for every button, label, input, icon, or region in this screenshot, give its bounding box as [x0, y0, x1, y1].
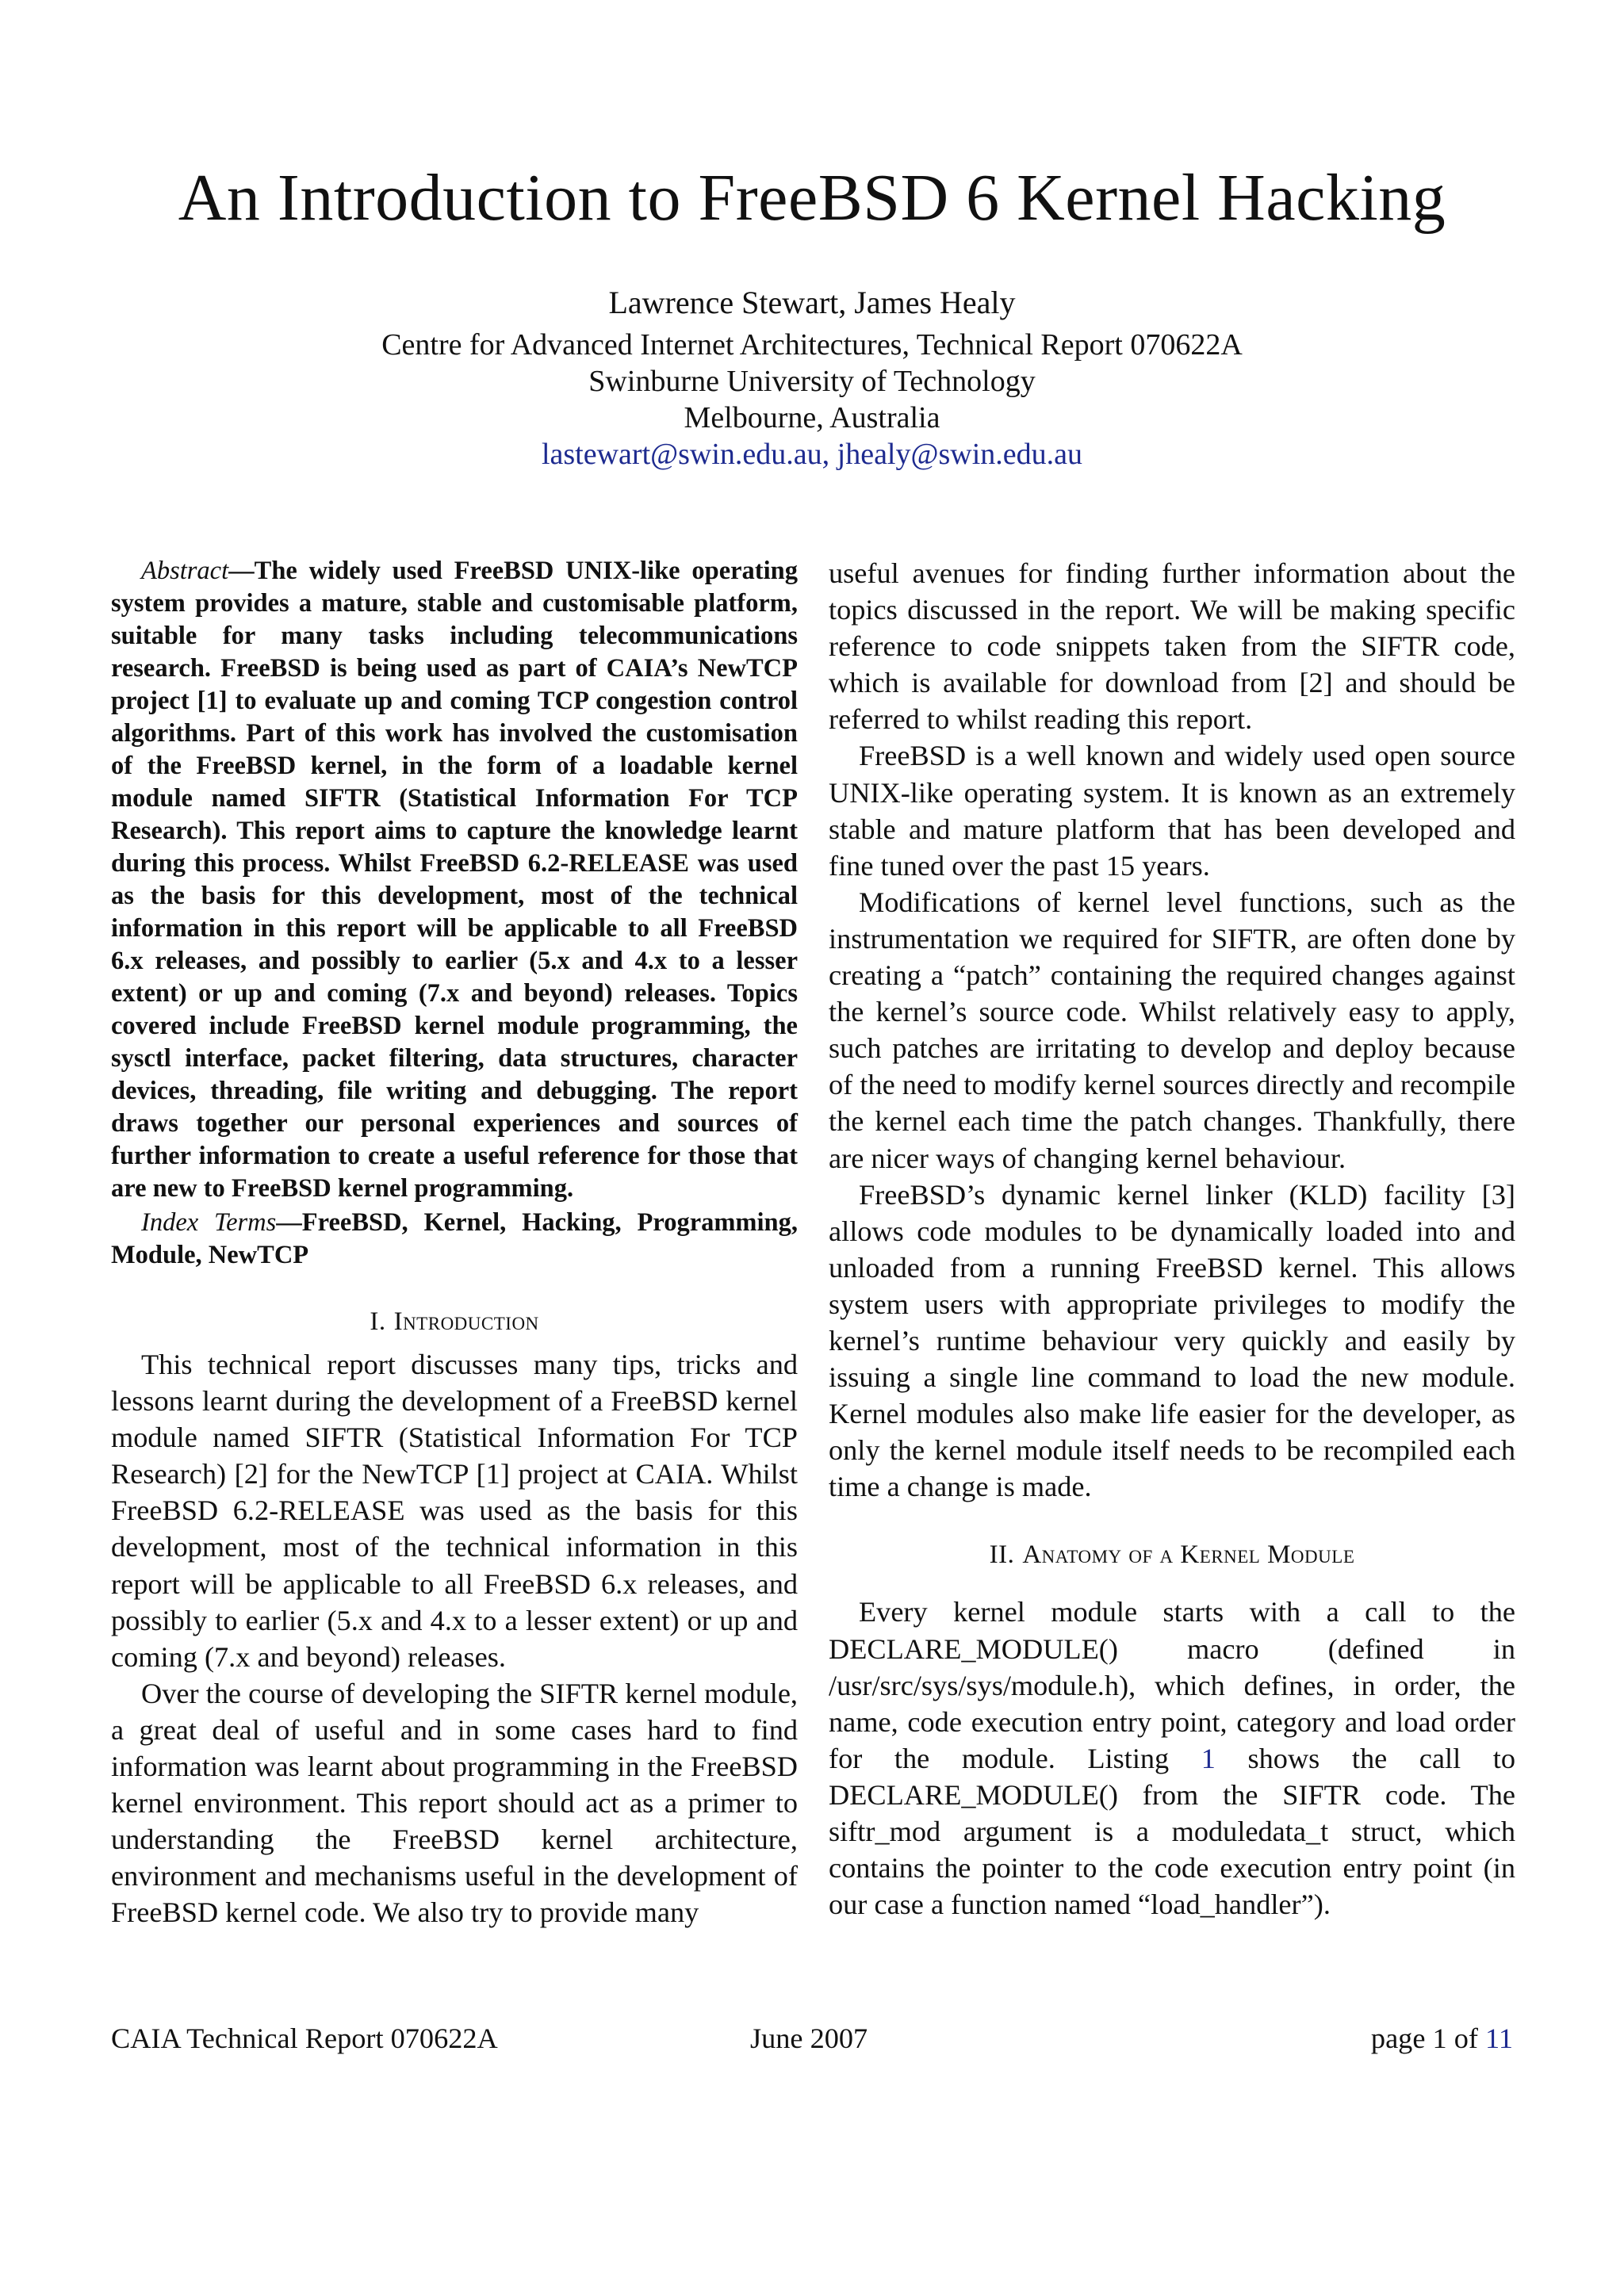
index-terms-lead: Index Terms: [141, 1208, 277, 1237]
footer-page-number: [1371, 2020, 1513, 2057]
intro-paragraph-3: FreeBSD is a well known and widely used open source UNIX-like operating system. It is known as an extremely stable and mature platform that has been developed and fine tuned over the past 15 years.: [829, 740, 1515, 882]
email-link-2[interactable]: jhealy@swin.edu.au: [837, 438, 1083, 471]
affiliation-line-2: Swinburne University of Technology: [588, 365, 1036, 398]
index-terms: [111, 1207, 798, 1272]
abstract-lead: Abstract: [141, 557, 229, 585]
section-number: I.: [370, 1307, 386, 1336]
intro-paragraph-2-continued: useful avenues for finding further information about the topics discussed in the report. We will be making specific reference to code snippets taken from the SIFTR code, which is available for download from [2] and should be referred to whilst reading this report.: [829, 557, 1515, 736]
left-column: [111, 555, 798, 1931]
section-heading-anatomy: [829, 1536, 1515, 1573]
author-emails: [0, 436, 1624, 473]
index-terms-text: —FreeBSD, Kernel, Hacking, Programming, Module, NewTCP: [111, 1208, 798, 1269]
affiliation-line-1: Centre for Advanced Internet Architectures, Technical Report 070622A: [381, 328, 1243, 362]
abstract-text: —The widely used FreeBSD UNIX-like operating system provides a mature, stable and customisable platform, suitable for many tasks including telecommunications research. FreeBSD is being used as part of CAIA’s NewTCP project [1] to evaluate up and coming TCP congestion control algorithms. Part of this work has involved the customisation of the FreeBSD kernel, in the form of a loadable kernel module named SIFTR (Statistical Information For TCP Research). This report aims to capture the knowledge learnt during this process. Whilst FreeBSD 6.2-RELEASE was used as the basis for this development, most of the technical information in this report will be applicable to all FreeBSD 6.x releases, and possibly to earlier (5.x and 4.x to a lesser extent) or up and coming (7.x and beyond) releases. Topics covered include FreeBSD kernel module programming, the sysctl interface, packet filtering, data structures, character devices, threading, file writing and debugging. The report draws together our personal experiences and sources of further information to create a useful reference for those that are new to FreeBSD kernel programming.: [111, 557, 798, 1203]
paper-title: An Introduction to FreeBSD 6 Kernel Hacking: [178, 161, 1446, 235]
total-pages-link[interactable]: 11: [1485, 2022, 1513, 2054]
section-heading-introduction: [111, 1303, 798, 1340]
anatomy-paragraph-1: [829, 1594, 1515, 1923]
intro-paragraph-5: FreeBSD’s dynamic kernel linker (KLD) facility [3] allows code modules to be dynamically loaded into and unloaded from a running FreeBSD kernel. This allows system users with appropriate privileges to modify the kernel’s runtime behaviour very quickly and easily by issuing a single line command to load the new module. Kernel modules also make life easier for the developer, as only the kernel module itself needs to be recompiled each time a change is made.: [829, 1178, 1515, 1503]
intro-paragraph-4: Modifications of kernel level functions, such as the instrumentation we required for SIFTR, are often done by creating a “patch” containing the required changes against the kernel’s source code. Whilst relatively easy to apply, such patches are irritating to develop and deploy because of the need to modify kernel sources directly and recompile the kernel each time the patch changes. Thankfully, there are nicer ways of changing kernel behaviour.: [829, 886, 1515, 1174]
anatomy-text-a: Every kernel module starts with a call to the DECLARE_MODULE() macro (defined in /usr/src/sys/sys/module.h), which defines, in order, the name, code execution entry point, category and load order for the module. Listing: [829, 1596, 1515, 1774]
anatomy-text-b: shows the call to DECLARE_MODULE() from the SIFTR code. The siftr_mod argument is a moduledata_t struct, which contains the pointer to the code execution entry point (in our case a function named “load_handler”).: [829, 1742, 1515, 1921]
affiliation-line-3: Melbourne, Australia: [684, 401, 940, 434]
email-link-1[interactable]: lastewart@swin.edu.au: [541, 438, 822, 471]
intro-paragraph-2: Over the course of developing the SIFTR kernel module, a great deal of useful and in some cases hard to find information was learnt about programming in the FreeBSD kernel environment. This report should act as a primer to understanding the FreeBSD kernel architecture, environment and mechanisms useful in the development of FreeBSD kernel code. We also try to provide many: [111, 1677, 798, 1929]
footer-report-id: CAIA Technical Report 070622A: [111, 2022, 498, 2054]
listing-1-link[interactable]: 1: [1201, 1742, 1216, 1774]
abstract: [111, 555, 798, 1205]
section-title: Introduction: [393, 1307, 539, 1336]
section-title: Anatomy of a Kernel Module: [1022, 1540, 1355, 1570]
footer-date: June 2007: [750, 2022, 868, 2054]
section-number: II.: [989, 1540, 1015, 1570]
email-separator: ,: [822, 438, 837, 471]
right-column: [829, 555, 1515, 1923]
intro-paragraph-1: This technical report discusses many tips, tricks and lessons learnt during the development of a FreeBSD kernel module named SIFTR (Statistical Information For TCP Research) [2] for the NewTCP [1] project at CAIA. Whilst FreeBSD 6.2-RELEASE was used as the basis for this development, most of the technical information in this report will be applicable to all FreeBSD 6.x releases, and possibly to earlier (5.x and 4.x to a lesser extent) or up and coming (7.x and beyond) releases.: [111, 1349, 798, 1673]
paper-authors: Lawrence Stewart, James Healy: [608, 285, 1016, 320]
page-label: page 1 of: [1370, 2022, 1486, 2054]
